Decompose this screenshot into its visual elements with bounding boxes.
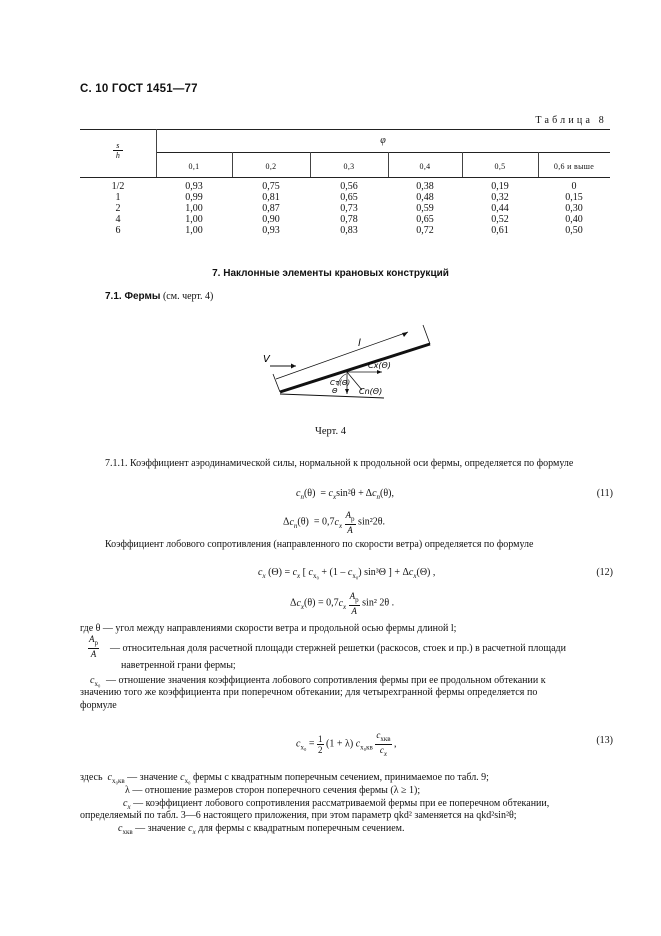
table-cell: 0 [571, 181, 577, 192]
dim-extension [423, 325, 430, 344]
label-cn: Cn(Θ) [359, 387, 383, 396]
table-cell: 0,65 [416, 214, 434, 225]
page-header: С. 10 ГОСТ 1451—77 [80, 83, 198, 95]
label-ctheta: Cτ(Θ) [330, 379, 351, 387]
here-line4: определяемый по табл. 3—6 настоящего приложения, при этом параметр qkd² заменяется на qkd²sin²θ; [80, 810, 517, 821]
table-cell: 0,32 [491, 192, 509, 203]
row-label: 6 [115, 225, 121, 236]
cn-arrowhead [345, 389, 349, 394]
table-cell: 1,00 [185, 203, 203, 214]
where-theta: где θ — угол между направлениями скорости ветра и продольной осью фермы длиной l; [80, 623, 457, 634]
def-cx0-line2: значению того же коэффициента при поперечном обтекании; для четырехгранной фермы определяется по [80, 687, 538, 698]
eq-number-11: (11) [596, 488, 613, 499]
label-v: V [263, 354, 270, 365]
dim-arrowhead [402, 332, 408, 337]
here-text-5: — значение [135, 823, 186, 834]
table-cell: 0,75 [262, 181, 280, 192]
def-ratio-line2: наветренной грани фермы; [121, 660, 236, 671]
formula-13: $c_{x_0}$ = $\frac{1}{2}$ (1 + λ) $c_{x_0кв}$ $\frac{c_{xкв}}{c_x}$ , [296, 730, 397, 758]
table-rule-header [80, 177, 610, 178]
table-cell: 0,65 [340, 192, 358, 203]
here-line2: λ — отношение размеров сторон поперечного сечения фермы (λ ≥ 1); [125, 785, 421, 796]
here-text-1: — значение [127, 772, 178, 783]
row-header-num: s [113, 141, 123, 151]
figure-caption: Черт. 4 [315, 426, 346, 437]
col-header: 0,6 и выше [553, 162, 595, 171]
col-header: 0,3 [343, 162, 355, 171]
formula-11: $c_n(\theta) = c_x\sin^2\theta + \Delta c_n(\theta)$, [296, 488, 394, 501]
table-cell: 0,30 [565, 203, 583, 214]
table-cell: 0,59 [416, 203, 434, 214]
cx0-symbol: $c_{x_0}$ [90, 675, 101, 688]
col-header: 0,1 [188, 162, 200, 171]
table-cell: 0,38 [416, 181, 434, 192]
table-cell: 1,00 [185, 214, 203, 225]
here-text-3: — коэффициент лобового сопротивления рассматриваемой фермы при ее поперечном обтекании, [133, 798, 550, 809]
eq-number-13: (13) [596, 735, 613, 746]
paragraph-7-1-1: 7.1.1. Коэффициент аэродинамической силы, нормальной к продольной оси фермы, определяется по формуле [105, 458, 574, 469]
table-cell: 0,99 [185, 192, 203, 203]
label-angle: Θ [332, 387, 338, 395]
table-cell: 0,50 [565, 225, 583, 236]
def-cx0-line3: формуле [80, 700, 117, 711]
table-rule-group [156, 152, 610, 153]
section-title: 7. Наклонные элементы крановых конструкций [212, 268, 449, 279]
table-cell: 0,19 [491, 181, 509, 192]
col-header: 0,5 [494, 162, 506, 171]
table-cell: 0,93 [262, 225, 280, 236]
col-header: 0,2 [265, 162, 277, 171]
here-line3: $c_x$ — коэффициент лобового сопротивления рассматриваемой фермы при ее поперечном обтекании, [123, 798, 550, 811]
eq-number-12: (12) [596, 567, 613, 578]
here-line1: здесь $c_{x_0кв}$ — значение $c_{x_0}$ фермы с квадратным поперечным сечением, принимаемое по табл. 9; [80, 772, 489, 785]
label-l: l [358, 338, 361, 349]
table-cell: 0,78 [340, 214, 358, 225]
wind-arrowhead [291, 364, 296, 369]
data-table [80, 129, 610, 245]
paragraph-drag: Коэффициент лобового сопротивления (направленного по скорости ветра) определяется по формуле [105, 539, 534, 550]
cx-arrowhead [377, 370, 382, 374]
def-ratio-line1: — относительная доля расчетной площади стержней решетки (раскосов, стоек и пр.) в расчетной площади [110, 643, 566, 654]
formula-11b: $\Delta c_n(\theta) = 0,7c_x$ $\frac{A_р}{A}$ sin²2θ. [283, 510, 386, 535]
table-cell: 0,40 [565, 214, 583, 225]
row-label: 1 [115, 192, 121, 203]
row-header-den: h [115, 151, 121, 160]
subsection-ref: (см. черт. 4) [162, 291, 214, 302]
table-cell: 0,15 [565, 192, 583, 203]
table-caption: Таблица 8 [535, 115, 607, 126]
table-cell: 0,44 [491, 203, 509, 214]
here-text-1b: фермы с квадратным поперечным сечением, принимаемое по табл. 9; [193, 772, 489, 783]
def-cx0-line1: — отношение значения коэффициента лобового сопротивления фермы при ее продольном обтекании к [106, 675, 546, 686]
subsection-heading [105, 290, 213, 303]
table-rule-top [80, 129, 610, 130]
row-label: 2 [115, 203, 121, 214]
subsection-title: 7.1. Фермы [105, 291, 161, 302]
table-cell: 0,56 [340, 181, 358, 192]
table-cell: 0,87 [262, 203, 280, 214]
table-cell: 0,81 [262, 192, 280, 203]
table-cell: 0,52 [491, 214, 509, 225]
row-header-fraction [80, 141, 156, 160]
group-header-phi: φ [380, 135, 386, 146]
here-text-5b: для фермы с квадратным поперечным сечением. [198, 823, 405, 834]
table-cell: 1,00 [185, 225, 203, 236]
col-header: 0,4 [419, 162, 431, 171]
table-cell: 0,48 [416, 192, 434, 203]
formula-12: $c_x$ $(\Theta) = c_x$ [ $c_{x_0} + (1 - c_{x_0})$ sin³Θ ] + $\Delta c_x(\Theta)$ , [258, 567, 436, 580]
table-cell: 0,73 [340, 203, 358, 214]
table-cell: 0,90 [262, 214, 280, 225]
here-line5: $c_{xкв}$ — значение $c_x$ для фермы с квадратным поперечным сечением. [118, 823, 405, 836]
dim-extension [273, 374, 280, 392]
table-cell: 0,83 [340, 225, 358, 236]
table-cell: 0,72 [416, 225, 434, 236]
formula-12b: $\Delta c_x(\theta) = 0,7c_x$ $\frac{A_р}{A}$ sin² 2θ . [290, 591, 395, 616]
ratio-fraction: $\frac{A_р}{A}$ [89, 634, 98, 659]
row-label: 1/2 [111, 181, 125, 192]
table-cell: 0,61 [491, 225, 509, 236]
label-cx: Cx(Θ) [368, 361, 391, 370]
row-label: 4 [115, 214, 121, 225]
table-cell: 0,93 [185, 181, 203, 192]
truss-diagram [258, 322, 438, 404]
